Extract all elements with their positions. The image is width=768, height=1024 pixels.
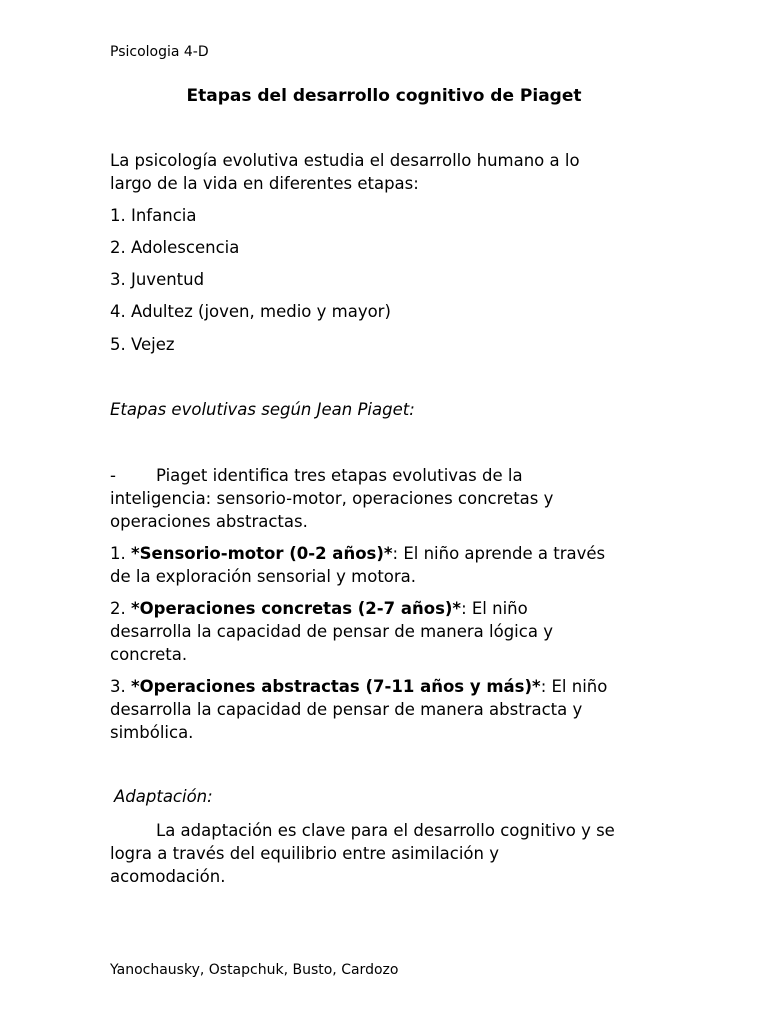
- stage-description: : El niño: [461, 599, 528, 618]
- stage-name: *Operaciones concretas (2-7 años)*: [131, 599, 462, 618]
- stage-item-sensorio-motor: [110, 542, 605, 588]
- adaptacion-line: [110, 819, 615, 842]
- stage-number: 1.: [110, 544, 131, 563]
- list-item: 5. Vejez: [110, 335, 175, 354]
- list-item: 2. Adolescencia: [110, 238, 240, 257]
- stage-item-operaciones-abstractas: [110, 675, 607, 744]
- stage-item-operaciones-concretas: [110, 597, 553, 666]
- page-footer: Yanochausky, Ostapchuk, Busto, Cardozo: [110, 962, 399, 978]
- list-item: 3. Juventud: [110, 270, 205, 289]
- intro-line: largo de la vida en diferentes etapas:: [110, 174, 419, 193]
- intro-paragraph: [110, 149, 580, 195]
- section-heading-piaget: Etapas evolutivas según Jean Piaget:: [110, 400, 415, 419]
- bullet-text: Piaget identifica tres etapas evolutivas de la: [156, 466, 523, 485]
- stage-number: 2.: [110, 599, 131, 618]
- section-heading-adaptacion: Adaptación:: [114, 787, 213, 806]
- adaptacion-line: acomodación.: [110, 867, 226, 886]
- bullet-line: inteligencia: sensorio-motor, operaciones concretas y: [110, 489, 554, 508]
- stage-line: concreta.: [110, 645, 188, 664]
- adaptacion-text: La adaptación es clave para el desarrollo cognitivo y se: [156, 821, 615, 840]
- stage-name: *Sensorio-motor (0-2 años)*: [131, 544, 393, 563]
- stage-line: simbólica.: [110, 723, 194, 742]
- stage-number: 3.: [110, 677, 131, 696]
- bullet-line: [110, 464, 553, 487]
- stage-line: de la exploración sensorial y motora.: [110, 567, 417, 586]
- bullet-line: operaciones abstractas.: [110, 512, 308, 531]
- stage-line: [110, 542, 605, 565]
- intro-line: La psicología evolutiva estudia el desarrollo humano a lo: [110, 151, 580, 170]
- stage-name: *Operaciones abstractas (7-11 años y más)*: [131, 677, 541, 696]
- page-header: Psicologia 4-D: [110, 44, 209, 60]
- bullet-paragraph: [110, 464, 553, 533]
- page-title: Etapas del desarrollo cognitivo de Piaget: [186, 86, 582, 106]
- list-item: 1. Infancia: [110, 206, 197, 225]
- stage-line: [110, 597, 553, 620]
- stage-description: : El niño aprende a través: [392, 544, 606, 563]
- stage-description: : El niño: [540, 677, 608, 696]
- stage-line: desarrolla la capacidad de pensar de manera abstracta y: [110, 700, 583, 719]
- stage-line: desarrolla la capacidad de pensar de manera lógica y: [110, 622, 553, 641]
- adaptacion-paragraph: [110, 819, 615, 888]
- adaptacion-line: logra a través del equilibrio entre asimilación y: [110, 844, 499, 863]
- stage-line: [110, 675, 607, 698]
- list-item: 4. Adultez (joven, medio y mayor): [110, 302, 391, 321]
- bullet-marker: -: [110, 466, 116, 485]
